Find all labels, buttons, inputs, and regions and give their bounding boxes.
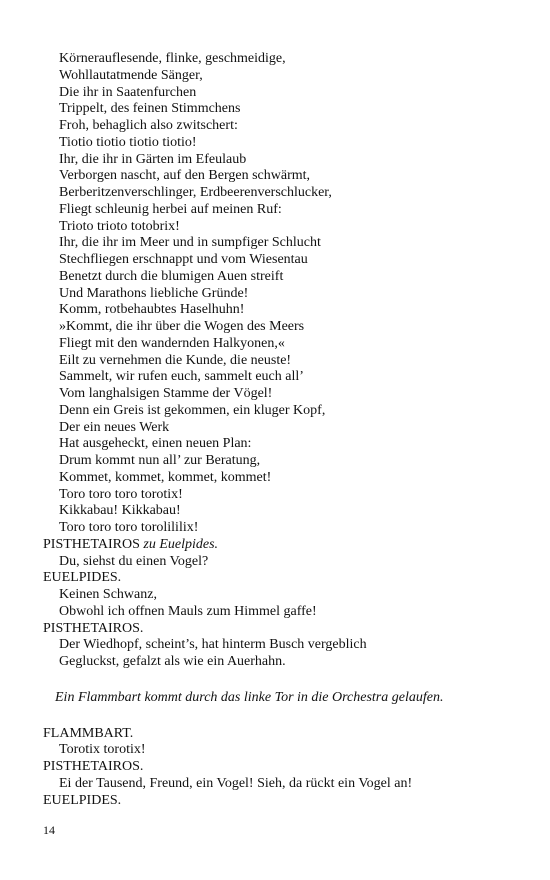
verse-line: Froh, behaglich also zwitschert: <box>59 118 238 133</box>
speaker-name: PISTHETAIROS. <box>43 620 144 636</box>
verse-line: Kommet, kommet, kommet, kommet! <box>59 469 272 485</box>
speaker-name: EUELPIDES. <box>43 570 122 586</box>
verse-line: Trioto trioto totobrix! <box>59 218 180 234</box>
verse-line: »Kommt, die ihr über die Wogen des Meers <box>59 319 305 334</box>
verse-line: Toro toro toro torolililix! <box>59 520 199 535</box>
verse-line: Denn ein Greis ist gekommen, ein kluger Kopf, <box>59 402 326 418</box>
verse-line: Gegluckst, gefalzt als wie ein Auerhahn. <box>59 654 286 669</box>
verse-line: Tiotio tiotio tiotio tiotio! <box>59 134 197 150</box>
verse-line: Ihr, die ihr im Meer und in sumpfiger Schlucht <box>59 235 321 251</box>
verse-line: Ei der Tausend, Freund, ein Vogel! Sieh, da rückt ein Vogel an! <box>59 775 413 791</box>
verse-line: Keinen Schwanz, <box>59 587 157 602</box>
speaker-line <box>43 621 533 638</box>
stage-direction: Ein Flammbart kommt durch das linke Tor in die Orchestra gelaufen. <box>55 689 444 705</box>
verse-line: Hat ausgeheckt, einen neuen Plan: <box>59 436 252 452</box>
speaker-line <box>43 570 533 587</box>
speaker-name: FLAMMBART. <box>43 725 134 741</box>
verse-line: Stechfliegen erschnappt und vom Wiesentau <box>59 252 308 267</box>
verse-line: Der ein neues Werk <box>59 419 170 435</box>
verse-line: Verborgen nascht, auf den Bergen schwärmt, <box>59 168 311 184</box>
speaker-line <box>43 726 533 743</box>
speaker-line <box>43 537 533 554</box>
verse-line: Berberitzenverschlinger, Erdbeerenverschlucker, <box>59 185 332 200</box>
verse-line: Die ihr in Saatenfurchen <box>59 84 197 100</box>
verse-line: Torotix torotix! <box>59 742 146 758</box>
verse-line: Toro toro toro torotix! <box>59 486 183 502</box>
verse-line: Ihr, die ihr in Gärten im Efeulaub <box>59 151 247 167</box>
verse-line: Vom langhalsigen Stamme der Vögel! <box>59 386 273 401</box>
verse-line: Eilt zu vernehmen die Kunde, die neuste! <box>59 352 292 368</box>
verse-line: Fliegt mit den wandernden Halkyonen,« <box>59 335 285 351</box>
verse-line: Sammelt, wir rufen euch, sammelt euch all’ <box>59 369 304 385</box>
stage-direction-inline: zu Euelpides. <box>143 536 219 552</box>
speaker-name: PISTHETAIROS <box>43 536 140 552</box>
verse-line: Benetzt durch die blumigen Auen streift <box>59 268 284 284</box>
verse-line: Wohllautatmende Sänger, <box>59 67 203 83</box>
page-number: 14 <box>43 823 55 837</box>
verse-line: Obwohl ich offnen Mauls zum Himmel gaffe! <box>59 603 317 619</box>
speaker-line <box>43 793 533 810</box>
verse-line: Komm, rotbehaubtes Haselhuhn! <box>59 302 245 318</box>
speaker-name: EUELPIDES. <box>43 792 122 808</box>
verse-line: Körnerauflesende, flinke, geschmeidige, <box>59 51 286 66</box>
play-text <box>43 51 533 809</box>
verse-line: Fliegt schleunig herbei auf meinen Ruf: <box>59 201 282 217</box>
verse-line: Der Wiedhopf, scheint’s, hat hinterm Busch vergeblich <box>59 637 367 653</box>
speaker-line <box>43 759 533 776</box>
verse-line: Du, siehst du einen Vogel? <box>59 553 209 569</box>
verse-line: Drum kommt nun all’ zur Beratung, <box>59 453 261 468</box>
verse-line: Kikkabau! Kikkabau! <box>59 503 181 519</box>
verse-line: Und Marathons liebliche Gründe! <box>59 285 249 301</box>
speaker-name: PISTHETAIROS. <box>43 759 144 774</box>
verse-line: Trippelt, des feinen Stimmchens <box>59 101 241 117</box>
